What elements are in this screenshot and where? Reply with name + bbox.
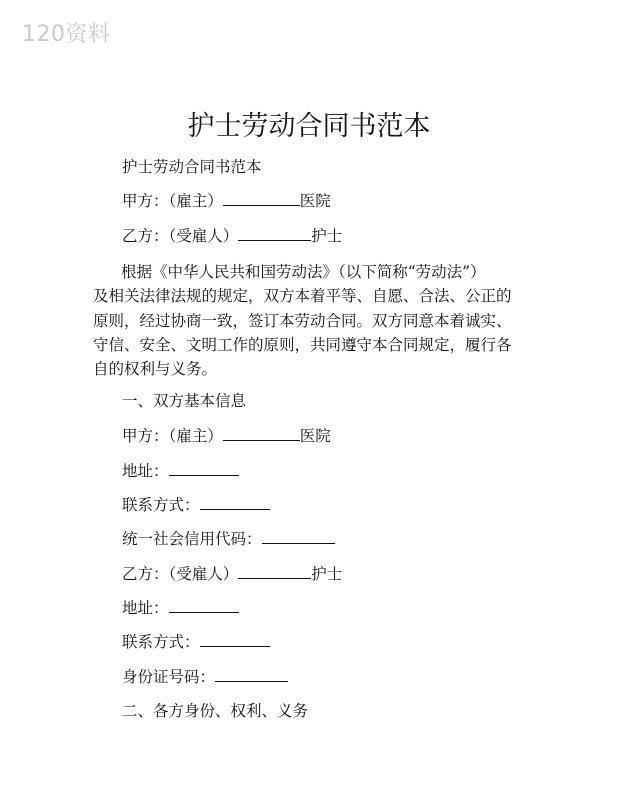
party-b-blank: [238, 226, 311, 241]
section1-b-contact-line: [122, 632, 270, 652]
section1-party-b-line: [122, 564, 342, 584]
party-a-label: 甲方：（雇主）: [122, 192, 223, 210]
section1-b-address-blank: [169, 598, 239, 613]
document-title: 护士劳动合同书范本: [187, 111, 431, 142]
section1-b-contact-blank: [200, 632, 270, 647]
section1-b-address-label: 地址：: [122, 599, 169, 617]
section1-b-id-line: [122, 667, 288, 687]
preamble-line: 自的权利与义务。: [93, 360, 218, 379]
party-b-label: 乙方：（受雇人）: [122, 227, 239, 245]
section1-credit-code-label: 统一社会信用代码：: [122, 530, 262, 548]
section1-party-a-suffix: 医院: [299, 427, 331, 445]
preamble-line: 原则，经过协商一致，签订本劳动合同。双方同意本着诚实、: [93, 311, 512, 330]
section1-a-contact-label: 联系方式：: [122, 496, 200, 514]
section1-party-a-label: 甲方：（雇主）: [122, 427, 223, 445]
party-a-blank: [223, 191, 300, 206]
section1-party-b-suffix: 护士: [311, 565, 343, 583]
watermark-text: 120资料: [22, 22, 111, 47]
party-b-suffix: 护士: [311, 227, 343, 245]
section1-party-b-label: 乙方：（受雇人）: [122, 565, 239, 583]
section1-heading: 一、双方基本信息: [122, 392, 247, 410]
document-subtitle: 护士劳动合同书范本: [122, 158, 262, 176]
section1-credit-code-line: [122, 529, 335, 549]
section1-b-id-label: 身份证号码：: [122, 668, 216, 686]
section1-b-contact-label: 联系方式：: [122, 633, 200, 651]
section1-b-id-blank: [215, 667, 288, 682]
section1-b-address-line: [122, 598, 239, 618]
party-a-line: [122, 191, 331, 211]
party-b-line: [122, 226, 342, 246]
section1-a-contact-blank: [200, 495, 270, 510]
section1-a-address-label: 地址：: [122, 462, 169, 480]
preamble-line: 根据《中华人民共和国劳动法》（以下简称“劳动法”）: [121, 263, 486, 281]
section1-party-b-blank: [238, 564, 311, 579]
section1-party-a-blank: [223, 426, 300, 441]
section1-party-a-line: [122, 426, 331, 446]
party-a-suffix: 医院: [299, 192, 331, 210]
preamble-paragraph: [93, 260, 529, 381]
preamble-line: 及相关法律法规的规定，双方本着平等、自愿、合法、公正的: [93, 287, 512, 306]
section2-heading: 二、各方身份、权利、义务: [122, 702, 309, 720]
section1-a-address-blank: [169, 461, 239, 476]
section1-a-contact-line: [122, 495, 270, 515]
section1-credit-code-blank: [262, 529, 335, 544]
preamble-line: 守信、安全、文明工作的原则，共同遵守本合同规定，履行各: [93, 335, 512, 354]
section1-a-address-line: [122, 461, 239, 481]
